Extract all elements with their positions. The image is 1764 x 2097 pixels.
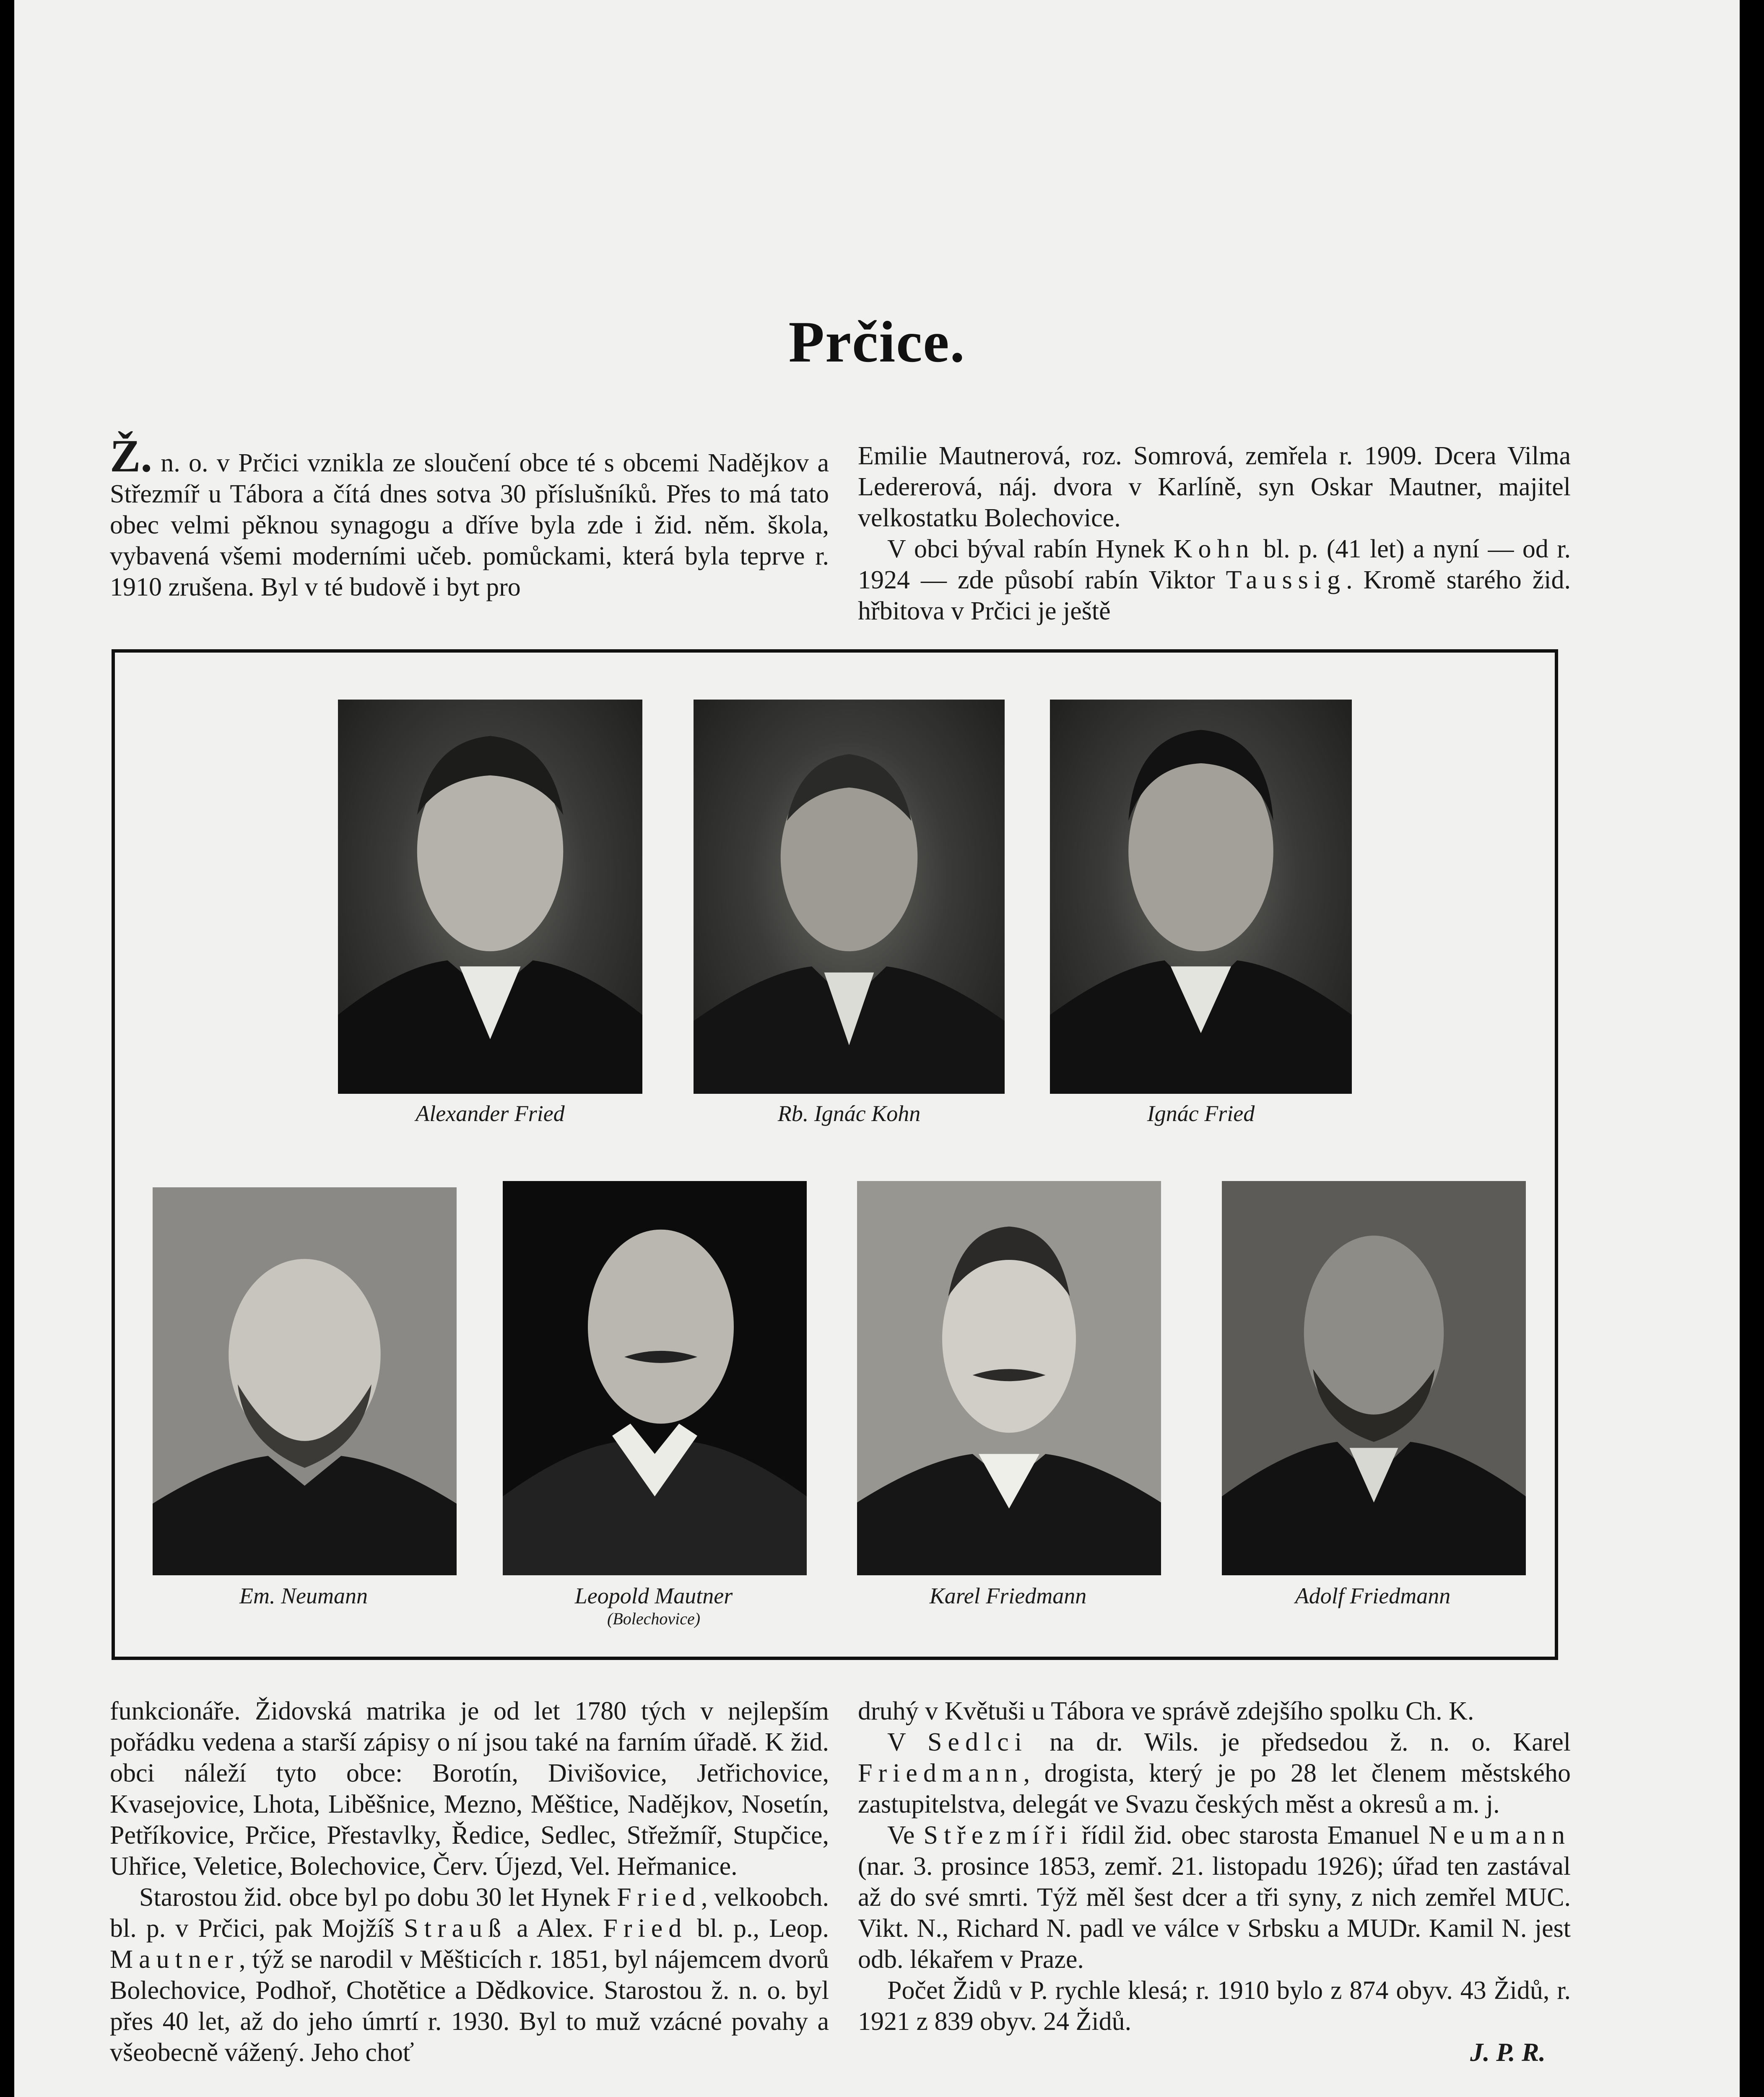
- person-name: Friedmann: [858, 1759, 1024, 1787]
- text-run: a Alex.: [507, 1914, 603, 1943]
- paragraph: Emilie Mautnerová, roz. Somrová, zemřela r. 1909. Dcera Vilma Ledererová, náj. dvora v Karlíně, syn Oskar Mautner, majitel velkostatku Bolechovice.: [858, 442, 1571, 532]
- paragraph: [110, 430, 829, 603]
- person-name: Fried: [603, 1914, 688, 1943]
- place-name: Střezmíři: [923, 1821, 1073, 1850]
- portrait-caption: Adolf Friedmann: [1295, 1583, 1451, 1608]
- person-name: Fried: [617, 1883, 701, 1912]
- author-signature: J. P. R.: [1470, 2038, 1546, 2067]
- person-name: Strauß: [404, 1914, 507, 1943]
- text-column-bottom-left: [110, 1696, 829, 2068]
- text-run: řídil žid. obec starosta Emanuel: [1073, 1821, 1429, 1850]
- portrait-photo: [338, 700, 642, 1094]
- text-run: na dr. Wils. je předsedou ž. n. o. Karel: [1027, 1728, 1571, 1756]
- place-name: Sedlci: [927, 1728, 1028, 1756]
- text-run: bl. p. (41 let) a nyní — od r. 1924 — zde působí rabín Viktor: [858, 535, 1571, 594]
- text-column-top-right: [858, 440, 1571, 627]
- portrait-photo: [153, 1187, 457, 1575]
- document-page: [14, 0, 1740, 2097]
- text-run: , drogista, který je po 28 let členem městského zastupitelstva, delegát ve Svazu českých měst a okresů a m. j.: [858, 1759, 1571, 1819]
- caption-subtitle: (Bolechovice): [607, 1609, 701, 1628]
- text-column-bottom-right: [858, 1696, 1571, 2068]
- paragraph: [858, 1727, 1571, 1820]
- photo-panel: [112, 649, 1558, 1660]
- paragraph: [858, 1820, 1571, 1975]
- text-run: (nar. 3. prosince 1853, zemř. 21. listopadu 1926); úřad ten zastával až do své smrti. Týž měl šest dcer a tři syny, z nich zemřel MUC. Vikt. N., Richard N. padl ve válce v Srbsku a MUDr. Kamil N. jest odb. lékařem v Praze.: [858, 1852, 1571, 1974]
- caption-name: Leopold Mautner: [574, 1583, 733, 1608]
- portrait-photo: [1222, 1181, 1526, 1575]
- paragraph: [110, 1882, 829, 2068]
- text-column-top-left: [110, 430, 829, 603]
- person-name: Taussig: [1226, 566, 1346, 594]
- portrait-caption: Em. Neumann: [239, 1583, 368, 1608]
- text-run: Ve: [887, 1821, 924, 1850]
- paragraph: funkcionáře. Židovská matrika je od let 1780 tých v nejlepším pořádku vedena a starší zápisy o ní jsou také na farním úřadě. K žid. obci náleží tyto obce: Borotín, Divišovice, Jetřichovice, Kvasejovice, Lhota, Liběšnice, Mezno, Měštice, Nadějkov, Nosetín, Petříkovice, Prčice, Přestavlky, Ředice, Sedlec, Střežmíř, Stupčice, Uhřice, Veletice, Bolechovice, Červ. Újezd, Vel. Heřmanice.: [110, 1697, 829, 1881]
- portrait-caption: Rb. Ignác Kohn: [777, 1101, 921, 1126]
- drop-initial: Ž.: [110, 430, 152, 481]
- portrait-photo: [694, 700, 1005, 1094]
- text-run: Starostou žid. obce byl po dobu 30 let Hynek: [139, 1883, 617, 1912]
- paragraph: druhý v Květuši u Tábora ve správě zdejšího spolku Ch. K.: [858, 1697, 1474, 1725]
- portrait-caption: Ignác Fried: [1147, 1101, 1255, 1126]
- text-run: . Kromě starého žid. hřbitova v Prčici je ještě: [858, 566, 1571, 625]
- person-name: Neumann: [1428, 1821, 1571, 1850]
- text-run: bl. p., Leop.: [687, 1914, 829, 1943]
- portrait-caption: Alexander Fried: [416, 1101, 565, 1126]
- paragraph: Počet Židů v P. rychle klesá; r. 1910 bylo z 874 obyv. 43 Židů, r. 1921 z 839 obyv. 24 Židů.: [858, 1976, 1571, 2036]
- text-run: V: [887, 1728, 927, 1756]
- portrait-caption: Karel Friedmann: [929, 1583, 1087, 1608]
- text-run: V obci býval rabín Hynek: [887, 535, 1174, 563]
- paragraph-text: n. o. v Prčici vznikla ze sloučení obce té s obcemi Nadějkov a Střezmíř u Tábora a čítá dnes sotva 30 příslušníků. Přes to má tato obec velmi pěknou synagogu a dříve byla zde i žid. něm. škola, vybavená všemi moderními učeb. pomůckami, která byla teprve r. 1910 zrušena. Byl v té budově i byt pro: [110, 449, 829, 601]
- portrait-caption: [499, 1583, 809, 1629]
- portrait-photo: [1050, 700, 1352, 1094]
- text-run: , velkoobch. bl. p. v Prčici, pak Mojžíš: [110, 1883, 829, 1943]
- person-name: Kohn: [1173, 535, 1255, 563]
- page-title: Prčice.: [788, 310, 966, 375]
- portrait-photo: [503, 1181, 807, 1575]
- portrait-photo: [857, 1181, 1161, 1575]
- text-run: , týž se narodil v Měšticích r. 1851, byl nájemcem dvorů Bolechovice, Podhoř, Chotětice a Dědkovice. Starostou ž. n. o. byl přes 40 let, až do jeho úmrtí r. 1930. Byl to muž vzácné povahy a všeobecně vážený. Jeho choť: [110, 1945, 829, 2067]
- person-name: Mautner: [110, 1945, 239, 1974]
- paragraph: [858, 533, 1571, 627]
